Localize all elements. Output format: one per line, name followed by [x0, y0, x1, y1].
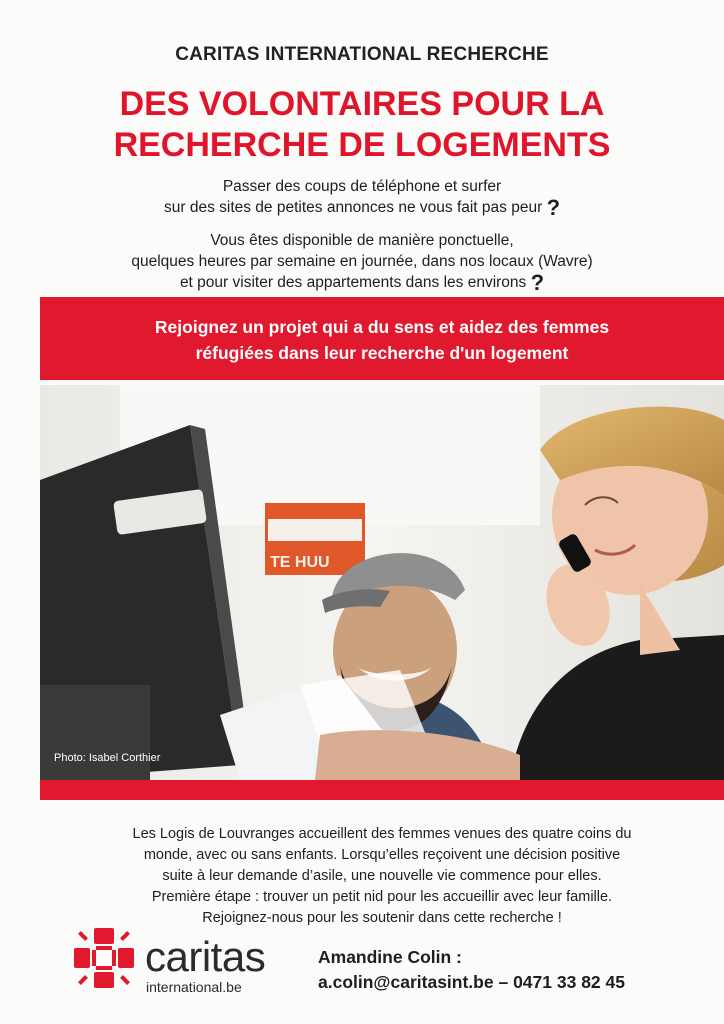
question-1-line-2: sur des sites de petites annonces ne vous fait pas peur ?	[163, 195, 561, 220]
description-line: suite à leur demande d’asile, une nouvelle vie commence pour elles.	[162, 868, 602, 884]
red-strip	[40, 780, 724, 800]
question-phone-search	[0, 176, 724, 218]
banner-text	[40, 314, 724, 366]
question-availability	[0, 230, 724, 293]
banner-line-1: Rejoignez un projet qui a du sens et aidez des femmes	[154, 317, 610, 337]
contact-details	[318, 972, 625, 993]
contact-email[interactable]: a.colin@caritasint.be	[318, 972, 494, 992]
logo-website: international.be	[146, 979, 242, 995]
sign-text: TE HUU	[270, 554, 330, 571]
question-2-line-1: Vous êtes disponible de manière ponctuelle,	[210, 232, 514, 249]
contact-phone[interactable]: 0471 33 82 45	[513, 972, 625, 992]
description-paragraph	[40, 824, 724, 929]
question-1-line-1: Passer des coups de téléphone et surfer	[222, 178, 502, 195]
contact-separator: –	[498, 972, 509, 992]
question-mark: ?	[530, 270, 545, 295]
description-line: Première étape : trouver un petit nid pour les accueillir avec leur famille.	[151, 889, 613, 905]
photo-credit: Photo: Isabel Corthier	[54, 752, 161, 764]
description-line: Rejoignez-nous pour les soutenir dans cette recherche !	[202, 910, 562, 926]
headline-line-2: RECHERCHE DE LOGEMENTS	[113, 126, 611, 164]
contact-name: Amandine Colin :	[318, 947, 462, 967]
banner-line-2: réfugiées dans leur recherche d'un logement	[195, 343, 569, 363]
logo-wordmark: caritas	[145, 933, 266, 980]
headline-line-1: DES VOLONTAIRES POUR LA	[119, 85, 605, 123]
organization-title: CARITAS INTERNATIONAL RECHERCHE	[175, 44, 549, 65]
question-mark: ?	[546, 195, 561, 220]
headline	[0, 84, 724, 166]
volunteers-photo	[40, 385, 724, 780]
question-2-line-2: quelques heures par semaine en journée, dans nos locaux (Wavre)	[131, 253, 593, 270]
caritas-cross-logo-icon	[72, 926, 136, 995]
description-line: Les Logis de Louvranges accueillent des femmes venues des quatre coins du	[132, 826, 632, 842]
description-line: monde, avec ou sans enfants. Lorsqu’elles reçoivent une décision positive	[143, 847, 621, 863]
question-2-line-3: et pour visiter des appartements dans les environs ?	[179, 270, 545, 295]
